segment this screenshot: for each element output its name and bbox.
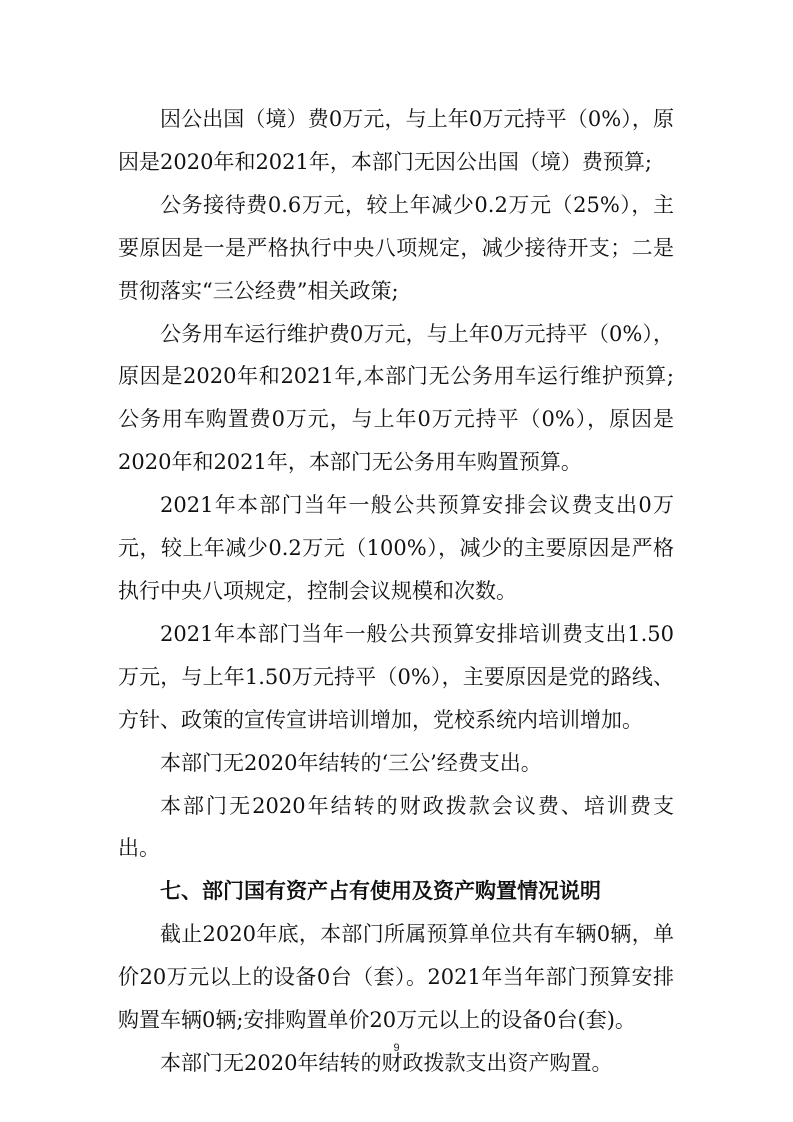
- paragraph-carryover-three-public: 本部门无2020年结转的‘三公’经费支出。: [160, 750, 542, 775]
- document-body: [118, 98, 674, 1085]
- page-number: 9: [393, 1042, 400, 1054]
- paragraph-training-fees: 2021年本部门当年一般公共预算安排培训费支出1.50万元，与上年1.50万元持平（0%），主要原因是党的路线、方针、政策的宣传宣讲培训增加，党校系统内培训增加。: [118, 621, 674, 732]
- paragraph-meeting-fees: 2021年本部门当年一般公共预算安排会议费支出0万元，较上年减少0.2万元（100%），减少的主要原因是严格执行中央八项规定，控制会议规模和次数。: [118, 493, 674, 603]
- paragraph-vehicles: 公务用车运行维护费0万元，与上年0万元持平（0%），原因是2020年和2021年,本部门无公务用车运行维护预算;公务用车购置费0万元，与上年0万元持平（0%），原因是2020年和2021年，本部门无公务用车购置预算。: [118, 321, 674, 475]
- paragraph-asset-purchase: 本部门无2020年结转的财政拨款支出资产购置。: [160, 1050, 613, 1075]
- section-heading: 七、部门国有资产占有使用及资产购置情况说明: [160, 879, 601, 904]
- paragraph-carryover-meeting-training: 本部门无2020年结转的财政拨款会议费、培训费支出。: [118, 793, 674, 861]
- paragraph-assets: 截止2020年底，本部门所属预算单位共有车辆0辆，单价20万元以上的设备0台（套）。2021年当年部门预算安排购置车辆0辆;安排购置单价20万元以上的设备0台(套)。: [118, 922, 674, 1033]
- paragraph-travel-abroad: 因公出国（境）费0万元，与上年0万元持平（0%），原因是2020年和2021年，本部门无因公出国（境）费预算;: [118, 107, 674, 174]
- paragraph-reception: 公务接待费0.6万元，较上年减少0.2万元（25%），主要原因是一是严格执行中央八项规定，减少接待开支；二是贯彻落实“三公经费”相关政策;: [118, 192, 674, 303]
